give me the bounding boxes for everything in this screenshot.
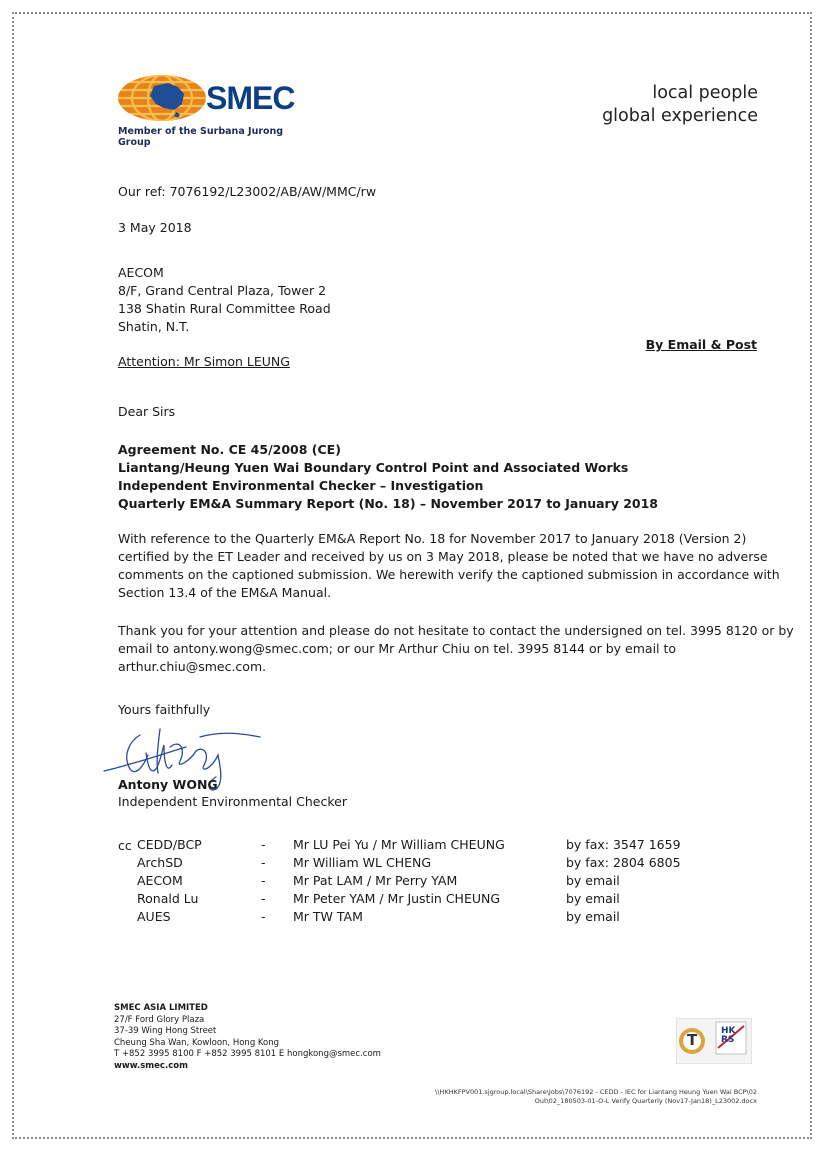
cc-person: Mr LU Pei Yu / Mr William CHEUNG bbox=[293, 837, 505, 852]
subject-block bbox=[118, 441, 658, 513]
cc-person: Mr Pat LAM / Mr Perry YAM bbox=[293, 873, 458, 888]
subject-line: Quarterly EM&A Summary Report (No. 18) – November 2017 to January 2018 bbox=[118, 496, 659, 511]
cc-dash: - bbox=[261, 909, 266, 924]
paragraph-line: arthur.chiu@smec.com. bbox=[118, 659, 267, 674]
footer-website: www.smec.com bbox=[114, 1060, 188, 1071]
cc-org: AECOM bbox=[137, 873, 183, 888]
file-path bbox=[435, 1088, 757, 1106]
paragraph-line: email to antony.wong@smec.com; or our Mr Arthur Chiu on tel. 3995 8144 or by email to bbox=[118, 641, 677, 656]
cc-row bbox=[118, 909, 718, 927]
cc-label: cc bbox=[118, 838, 132, 853]
cc-org: AUES bbox=[137, 909, 171, 924]
paragraph-line: With reference to the Quarterly EM&A Report No. 18 for November 2017 to January 2018 (Version 2) bbox=[118, 531, 747, 546]
delivery-method: By Email & Post bbox=[645, 337, 757, 352]
cc-method: by email bbox=[566, 891, 620, 906]
tagline-line1: local people bbox=[652, 83, 758, 103]
tagline bbox=[602, 82, 758, 128]
cc-dash: - bbox=[261, 891, 266, 906]
salutation: Dear Sirs bbox=[118, 404, 176, 419]
cc-method: by email bbox=[566, 873, 620, 888]
cc-row bbox=[118, 873, 718, 891]
footer-company: SMEC ASIA LIMITED bbox=[114, 1003, 208, 1013]
cc-org: CEDD/BCP bbox=[137, 837, 202, 852]
cc-method: by fax: 2804 6805 bbox=[566, 855, 681, 870]
file-path-line: \\HKHKFPV001.sjgroup.local\Share\Jobs\7076192 - CEDD - IEC for Liantang Heung Yuen Wai BCP\02 bbox=[435, 1088, 757, 1096]
logo-member-text: Member of the Surbana Jurong Group bbox=[118, 126, 284, 148]
paragraph-line: Section 13.4 of the EM&A Manual. bbox=[118, 585, 332, 600]
cc-person: Mr TW TAM bbox=[293, 909, 363, 924]
cc-method: by fax: 3547 1659 bbox=[566, 837, 681, 852]
address-line: 8/F, Grand Central Plaza, Tower 2 bbox=[118, 283, 327, 298]
cc-org: Ronald Lu bbox=[137, 891, 199, 906]
cc-dash: - bbox=[261, 855, 266, 870]
footer-address-line: 37-39 Wing Hong Street bbox=[114, 1026, 217, 1037]
cc-person: Mr Peter YAM / Mr Justin CHEUNG bbox=[293, 891, 501, 906]
closing: Yours faithfully bbox=[118, 702, 211, 717]
body-paragraph-1 bbox=[118, 530, 780, 602]
file-path-line: Out\02_180503-01-O-L Verify Quarterly (Nov17-Jan18)_L23002.docx bbox=[534, 1097, 757, 1105]
smec-logo bbox=[118, 74, 308, 148]
footer-address-line: 27/F Ford Glory Plaza bbox=[114, 1014, 205, 1025]
letter-date: 3 May 2018 bbox=[118, 220, 192, 235]
body-paragraph-2 bbox=[118, 622, 794, 676]
cc-method: by email bbox=[566, 909, 620, 924]
address-line: 138 Shatin Rural Committee Road bbox=[118, 301, 331, 316]
company-footer bbox=[114, 1003, 381, 1073]
cc-org: ArchSD bbox=[137, 855, 183, 870]
cc-dash: - bbox=[261, 873, 266, 888]
subject-line: Independent Environmental Checker – Investigation bbox=[118, 478, 484, 493]
footer-address-line: Cheung Sha Wan, Kowloon, Hong Kong bbox=[114, 1037, 280, 1048]
globe-logo-icon bbox=[118, 74, 208, 126]
tagline-line2: global experience bbox=[602, 106, 758, 126]
cc-dash: - bbox=[261, 837, 266, 852]
recipient-address bbox=[118, 264, 331, 336]
paragraph-line: certified by the ET Leader and received by us on 3 May 2018, please be noted that we have no adverse bbox=[118, 549, 768, 564]
cc-row bbox=[118, 855, 718, 873]
badge-letters: HKRS bbox=[721, 1026, 736, 1045]
signatory-title: Independent Environmental Checker bbox=[118, 794, 347, 809]
cc-person: Mr William WL CHENG bbox=[293, 855, 432, 870]
cc-row bbox=[118, 837, 718, 855]
address-line: AECOM bbox=[118, 265, 164, 280]
cc-row bbox=[118, 891, 718, 909]
attention-line: Attention: Mr Simon LEUNG bbox=[118, 354, 290, 369]
address-line: Shatin, N.T. bbox=[118, 319, 190, 334]
footer-contact: T +852 3995 8100 F +852 3995 8101 E hongkong@smec.com bbox=[114, 1049, 381, 1060]
paragraph-line: comments on the captioned submission. We herewith verify the captioned submission in accordance with bbox=[118, 567, 780, 582]
certification-badge bbox=[676, 1018, 752, 1064]
subject-line: Liantang/Heung Yuen Wai Boundary Control Point and Associated Works bbox=[118, 460, 629, 475]
paragraph-line: Thank you for your attention and please do not hesitate to contact the undersigned on tel. 3995 8120 or by bbox=[118, 623, 794, 638]
subject-line: Agreement No. CE 45/2008 (CE) bbox=[118, 442, 341, 457]
signatory-name: Antony WONG bbox=[118, 777, 218, 792]
badge-letter-t: T bbox=[687, 1031, 698, 1049]
logo-wordmark: SMEC bbox=[206, 80, 295, 116]
our-ref: Our ref: 7076192/L23002/AB/AW/MMC/rw bbox=[118, 184, 377, 199]
